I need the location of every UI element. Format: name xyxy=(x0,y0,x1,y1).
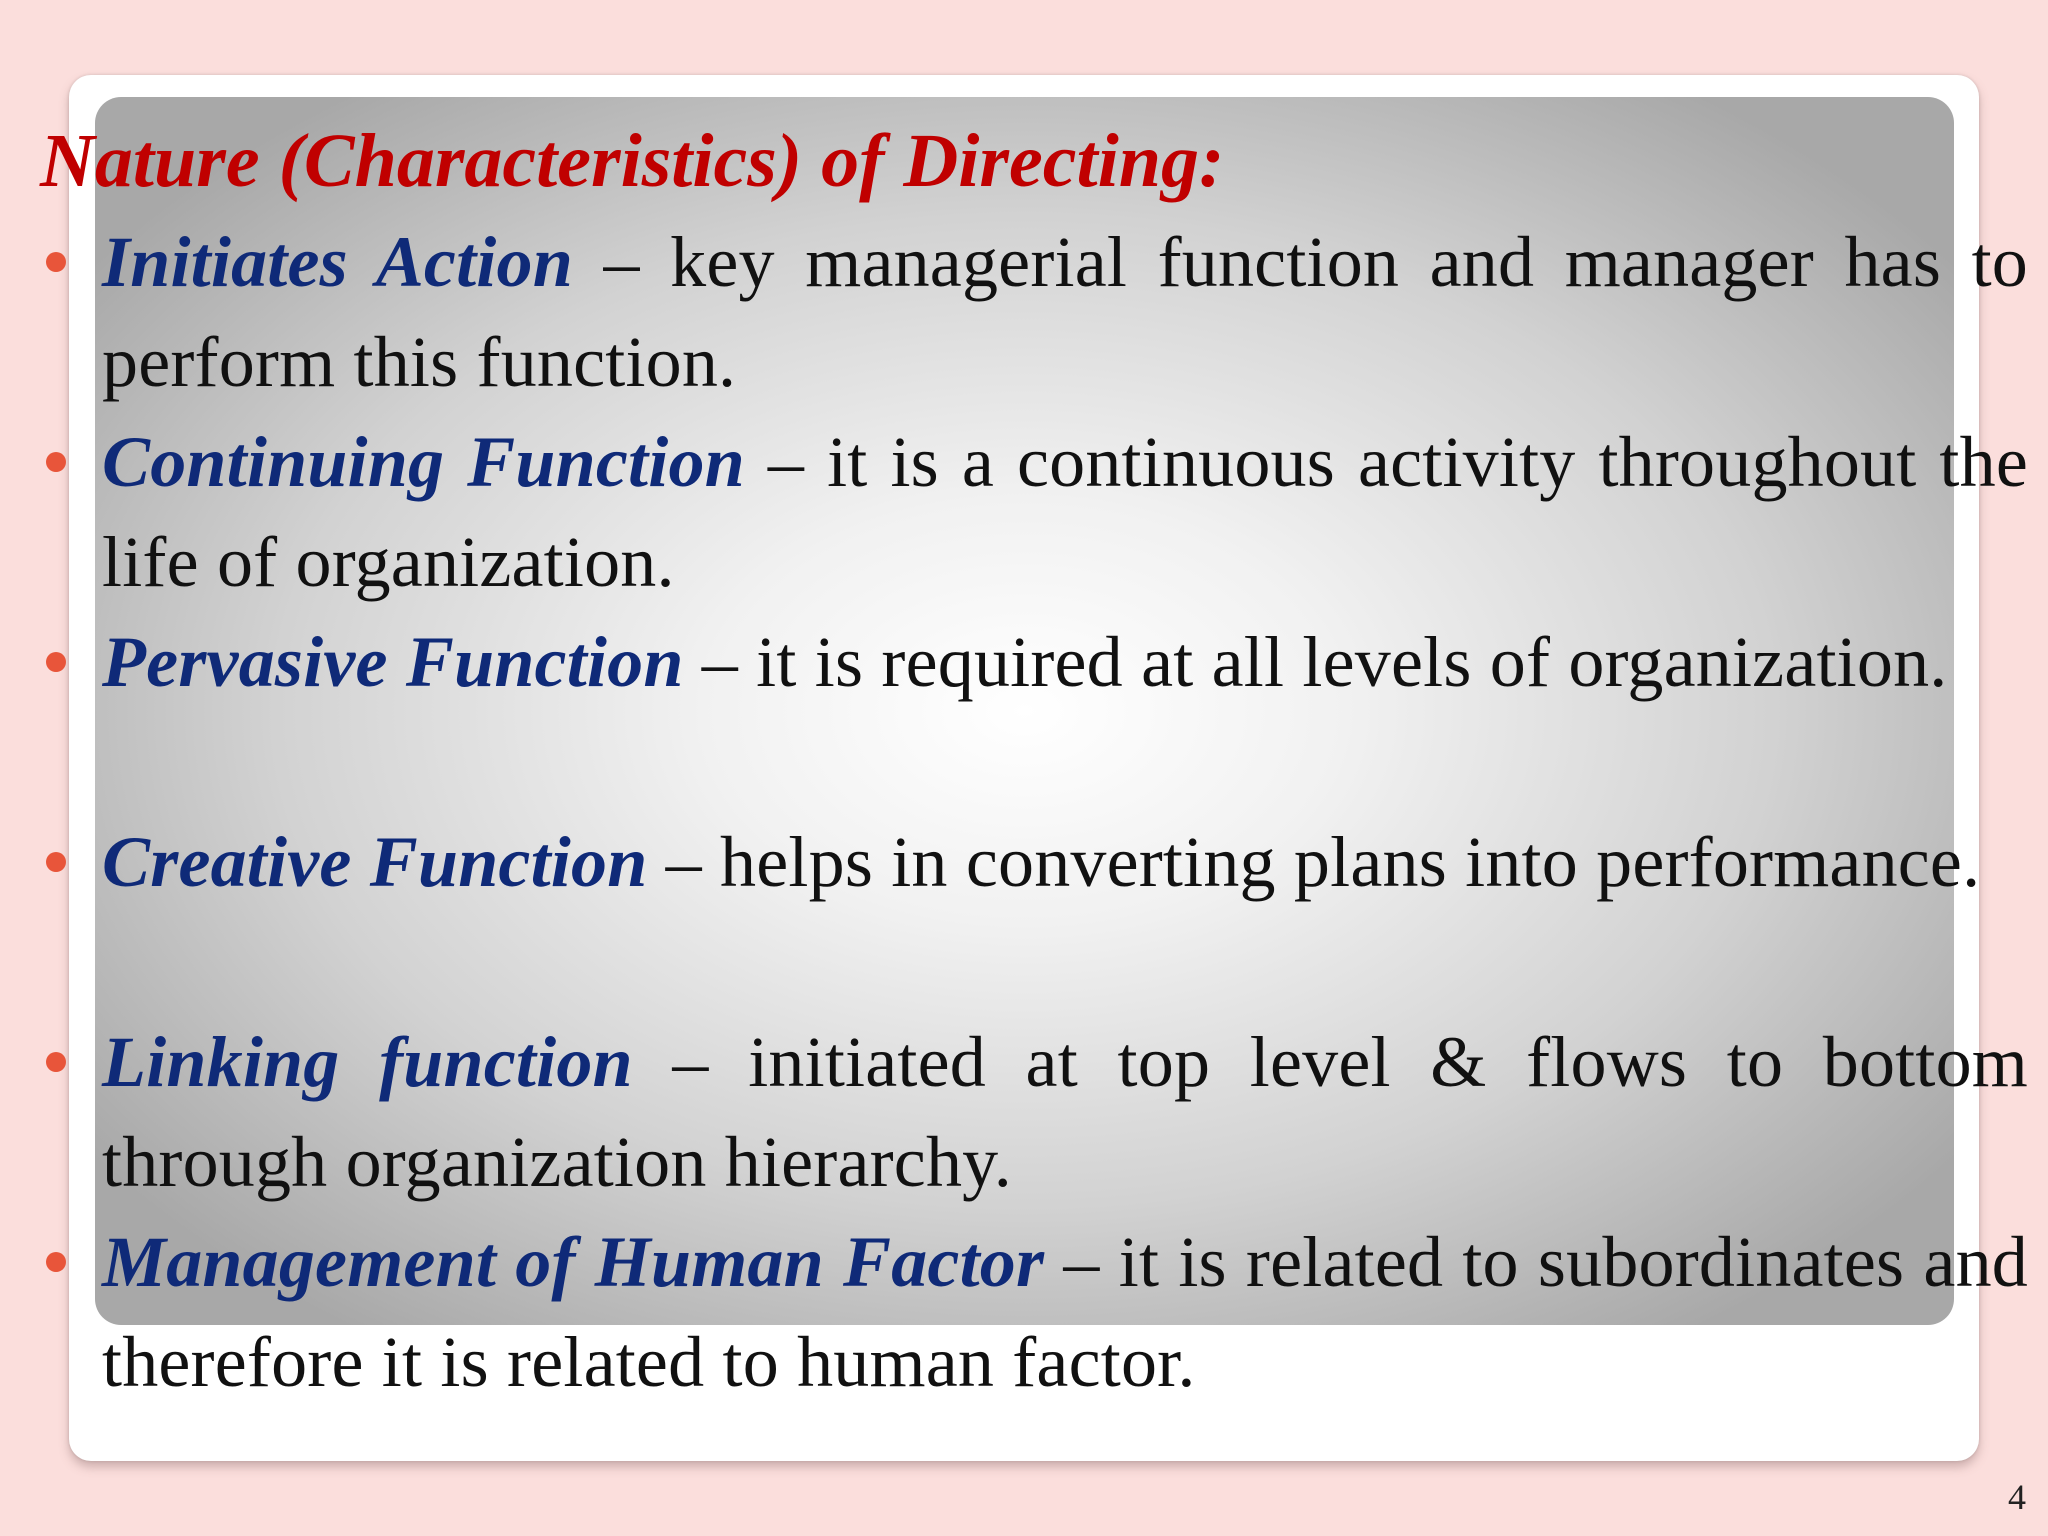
item-term: Continuing Function xyxy=(102,422,745,502)
item-term: Initiates Action xyxy=(102,222,573,302)
list-item xyxy=(102,612,2028,712)
bullet-icon xyxy=(46,452,66,472)
bullet-icon xyxy=(46,1052,66,1072)
bullet-icon xyxy=(46,1252,66,1272)
slide-title: Nature (Characteristics) of Directing: xyxy=(40,119,1225,203)
page-number: 4 xyxy=(2008,1477,2026,1517)
item-description: – helps in converting plans into performance. xyxy=(647,822,1981,902)
list-item xyxy=(102,1012,2028,1212)
bullet-icon xyxy=(46,852,66,872)
list-item xyxy=(102,812,2028,912)
item-description: – it is a continuous activity throughout the life of organization. xyxy=(102,422,2028,602)
item-description: – key managerial function and manager has to perform this function. xyxy=(102,222,2028,402)
list-item xyxy=(102,412,2028,612)
list-item xyxy=(102,212,2028,412)
item-term: Management of Human Factor xyxy=(102,1222,1045,1302)
list-item xyxy=(102,1212,2028,1412)
item-description: – initiated at top level & flows to bottom through organization hierarchy. xyxy=(102,1022,2028,1202)
item-description: – it is required at all levels of organization. xyxy=(683,622,1948,702)
bullet-icon xyxy=(46,652,66,672)
item-term: Pervasive Function xyxy=(102,622,684,702)
item-description: – it is related to subordinates and therefore it is related to human factor. xyxy=(102,1222,2028,1402)
bullet-icon xyxy=(46,252,66,272)
item-term: Linking function xyxy=(102,1022,633,1102)
item-term: Creative Function xyxy=(102,822,648,902)
